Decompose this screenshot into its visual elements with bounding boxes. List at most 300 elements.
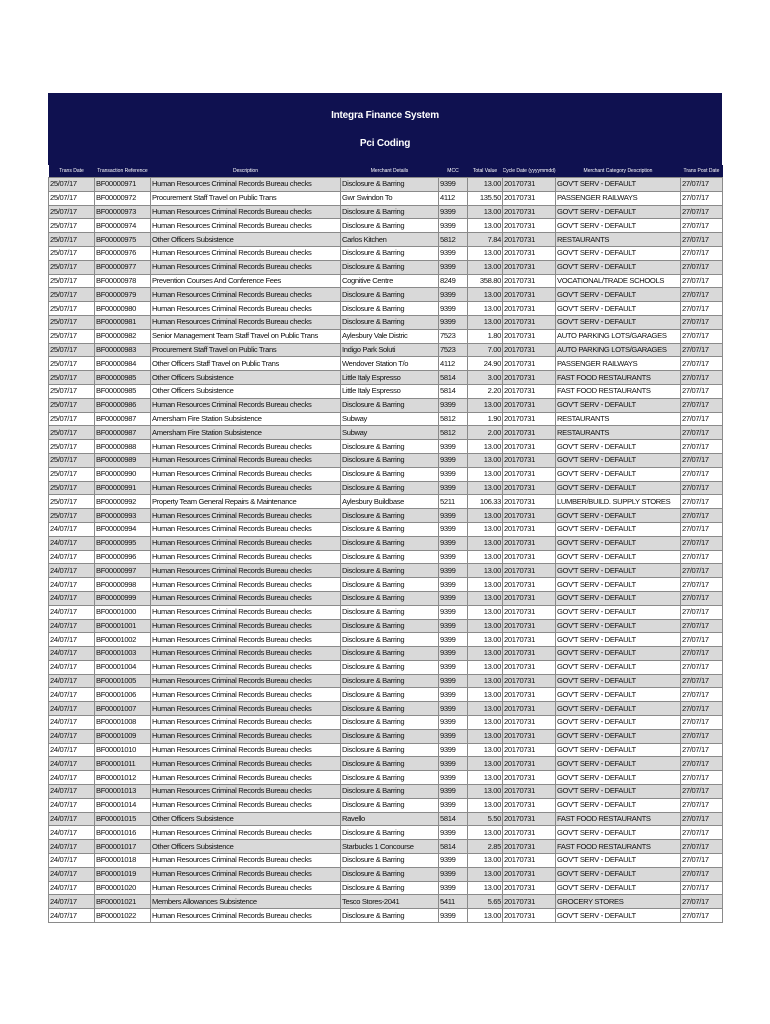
cell-trans-post-date: 27/07/17 <box>681 854 723 868</box>
cell-mcc: 9399 <box>439 771 468 785</box>
cell-merchant-category-description: GOV'T SERV - DEFAULT <box>556 633 681 647</box>
cell-description: Human Resources Criminal Records Bureau checks <box>151 743 341 757</box>
report-title: Integra Finance System <box>331 110 439 121</box>
cell-transaction-reference: BF00000996 <box>95 550 151 564</box>
cell-merchant-details: Disclosure & Barring <box>341 178 439 192</box>
cell-description: Human Resources Criminal Records Bureau checks <box>151 509 341 523</box>
cell-description: Human Resources Criminal Records Bureau checks <box>151 729 341 743</box>
cell-trans-date: 24/07/17 <box>49 729 95 743</box>
table-row <box>49 688 723 702</box>
cell-merchant-details: Little Italy Espresso <box>341 384 439 398</box>
cell-mcc: 9399 <box>439 550 468 564</box>
cell-cycle-date: 20170731 <box>503 550 556 564</box>
table-row <box>49 178 723 192</box>
cell-total-value: 13.00 <box>468 771 503 785</box>
cell-transaction-reference: BF00001022 <box>95 909 151 923</box>
cell-transaction-reference: BF00000982 <box>95 329 151 343</box>
cell-mcc: 4112 <box>439 357 468 371</box>
cell-merchant-category-description: GOV'T SERV - DEFAULT <box>556 564 681 578</box>
cell-cycle-date: 20170731 <box>503 178 556 192</box>
cell-description: Human Resources Criminal Records Bureau checks <box>151 854 341 868</box>
table-row <box>49 522 723 536</box>
cell-trans-date: 25/07/17 <box>49 191 95 205</box>
cell-merchant-details: Disclosure & Barring <box>341 785 439 799</box>
cell-description: Human Resources Criminal Records Bureau checks <box>151 205 341 219</box>
cell-total-value: 13.00 <box>468 688 503 702</box>
cell-merchant-category-description: FAST FOOD RESTAURANTS <box>556 371 681 385</box>
cell-mcc: 5411 <box>439 895 468 909</box>
column-header-merchant-category-description: Merchant Category Description <box>556 165 681 178</box>
cell-total-value: 13.00 <box>468 729 503 743</box>
cell-transaction-reference: BF00000990 <box>95 467 151 481</box>
cell-description: Other Officers Subsistence <box>151 840 341 854</box>
cell-transaction-reference: BF00000994 <box>95 522 151 536</box>
table-row <box>49 536 723 550</box>
cell-trans-date: 24/07/17 <box>49 826 95 840</box>
cell-cycle-date: 20170731 <box>503 205 556 219</box>
cell-description: Human Resources Criminal Records Bureau checks <box>151 881 341 895</box>
table-row <box>49 233 723 247</box>
cell-total-value: 13.00 <box>468 178 503 192</box>
cell-merchant-details: Disclosure & Barring <box>341 757 439 771</box>
cell-transaction-reference: BF00001016 <box>95 826 151 840</box>
cell-merchant-category-description: AUTO PARKING LOTS/GARAGES <box>556 343 681 357</box>
cell-transaction-reference: BF00000999 <box>95 591 151 605</box>
cell-total-value: 7.00 <box>468 343 503 357</box>
cell-merchant-details: Starbucks 1 Concourse <box>341 840 439 854</box>
cell-cycle-date: 20170731 <box>503 440 556 454</box>
cell-total-value: 5.65 <box>468 895 503 909</box>
cell-merchant-category-description: GOV'T SERV - DEFAULT <box>556 785 681 799</box>
cell-description: Human Resources Criminal Records Bureau checks <box>151 467 341 481</box>
table-row <box>49 260 723 274</box>
cell-merchant-category-description: GOV'T SERV - DEFAULT <box>556 826 681 840</box>
cell-trans-date: 24/07/17 <box>49 881 95 895</box>
cell-merchant-details: Disclosure & Barring <box>341 467 439 481</box>
cell-merchant-category-description: LUMBER/BUILD. SUPPLY STORES <box>556 495 681 509</box>
table-row <box>49 205 723 219</box>
table-row <box>49 274 723 288</box>
cell-description: Human Resources Criminal Records Bureau checks <box>151 688 341 702</box>
column-header-trans-post-date: Trans Post Date <box>681 165 723 178</box>
cell-description: Human Resources Criminal Records Bureau checks <box>151 591 341 605</box>
cell-cycle-date: 20170731 <box>503 246 556 260</box>
cell-transaction-reference: BF00000974 <box>95 219 151 233</box>
cell-mcc: 7523 <box>439 329 468 343</box>
cell-trans-date: 25/07/17 <box>49 384 95 398</box>
cell-merchant-details: Disclosure & Barring <box>341 288 439 302</box>
cell-total-value: 1.90 <box>468 412 503 426</box>
cell-mcc: 9399 <box>439 881 468 895</box>
cell-trans-date: 24/07/17 <box>49 812 95 826</box>
cell-trans-date: 24/07/17 <box>49 619 95 633</box>
cell-cycle-date: 20170731 <box>503 702 556 716</box>
cell-merchant-details: Disclosure & Barring <box>341 550 439 564</box>
cell-description: Human Resources Criminal Records Bureau checks <box>151 260 341 274</box>
cell-trans-post-date: 27/07/17 <box>681 495 723 509</box>
cell-trans-date: 25/07/17 <box>49 481 95 495</box>
cell-cycle-date: 20170731 <box>503 219 556 233</box>
cell-mcc: 7523 <box>439 343 468 357</box>
cell-merchant-details: Disclosure & Barring <box>341 674 439 688</box>
cell-trans-post-date: 27/07/17 <box>681 564 723 578</box>
cell-merchant-details: Carlos Kitchen <box>341 233 439 247</box>
cell-description: Human Resources Criminal Records Bureau checks <box>151 909 341 923</box>
cell-mcc: 9399 <box>439 633 468 647</box>
cell-trans-post-date: 27/07/17 <box>681 743 723 757</box>
cell-description: Human Resources Criminal Records Bureau checks <box>151 246 341 260</box>
cell-total-value: 13.00 <box>468 467 503 481</box>
cell-trans-post-date: 27/07/17 <box>681 467 723 481</box>
cell-transaction-reference: BF00000998 <box>95 578 151 592</box>
cell-cycle-date: 20170731 <box>503 867 556 881</box>
cell-mcc: 9399 <box>439 260 468 274</box>
cell-trans-date: 24/07/17 <box>49 909 95 923</box>
cell-mcc: 9399 <box>439 219 468 233</box>
cell-merchant-category-description: FAST FOOD RESTAURANTS <box>556 384 681 398</box>
table-row <box>49 302 723 316</box>
cell-merchant-details: Disclosure & Barring <box>341 260 439 274</box>
cell-transaction-reference: BF00000978 <box>95 274 151 288</box>
cell-transaction-reference: BF00000985 <box>95 384 151 398</box>
cell-transaction-reference: BF00000987 <box>95 426 151 440</box>
cell-transaction-reference: BF00000991 <box>95 481 151 495</box>
cell-mcc: 9399 <box>439 854 468 868</box>
cell-trans-date: 24/07/17 <box>49 840 95 854</box>
cell-merchant-category-description: GOV'T SERV - DEFAULT <box>556 205 681 219</box>
cell-mcc: 9399 <box>439 688 468 702</box>
cell-merchant-category-description: GOV'T SERV - DEFAULT <box>556 867 681 881</box>
cell-transaction-reference: BF00000975 <box>95 233 151 247</box>
cell-cycle-date: 20170731 <box>503 522 556 536</box>
cell-merchant-category-description: GOV'T SERV - DEFAULT <box>556 302 681 316</box>
cell-description: Other Officers Subsistence <box>151 371 341 385</box>
cell-mcc: 9399 <box>439 826 468 840</box>
cell-cycle-date: 20170731 <box>503 302 556 316</box>
table-row <box>49 398 723 412</box>
cell-trans-post-date: 27/07/17 <box>681 716 723 730</box>
report-banner <box>48 93 722 165</box>
cell-trans-post-date: 27/07/17 <box>681 647 723 661</box>
cell-trans-date: 24/07/17 <box>49 771 95 785</box>
cell-trans-post-date: 27/07/17 <box>681 605 723 619</box>
table-row <box>49 771 723 785</box>
cell-merchant-details: Disclosure & Barring <box>341 743 439 757</box>
cell-description: Senior Management Team Staff Travel on Public Trans <box>151 329 341 343</box>
cell-transaction-reference: BF00001004 <box>95 660 151 674</box>
cell-trans-date: 25/07/17 <box>49 260 95 274</box>
cell-merchant-category-description: GOV'T SERV - DEFAULT <box>556 246 681 260</box>
cell-cycle-date: 20170731 <box>503 260 556 274</box>
table-row <box>49 481 723 495</box>
cell-transaction-reference: BF00000993 <box>95 509 151 523</box>
cell-merchant-details: Disclosure & Barring <box>341 633 439 647</box>
cell-total-value: 106.33 <box>468 495 503 509</box>
cell-merchant-category-description: GOV'T SERV - DEFAULT <box>556 440 681 454</box>
cell-merchant-details: Disclosure & Barring <box>341 509 439 523</box>
table-row <box>49 371 723 385</box>
table-row <box>49 798 723 812</box>
cell-merchant-category-description: PASSENGER RAILWAYS <box>556 357 681 371</box>
cell-merchant-details: Disclosure & Barring <box>341 605 439 619</box>
cell-trans-date: 25/07/17 <box>49 495 95 509</box>
cell-merchant-category-description: GOV'T SERV - DEFAULT <box>556 536 681 550</box>
cell-cycle-date: 20170731 <box>503 881 556 895</box>
cell-trans-post-date: 27/07/17 <box>681 522 723 536</box>
cell-mcc: 5814 <box>439 840 468 854</box>
cell-trans-post-date: 27/07/17 <box>681 674 723 688</box>
cell-description: Human Resources Criminal Records Bureau checks <box>151 785 341 799</box>
table-row <box>49 509 723 523</box>
cell-merchant-category-description: RESTAURANTS <box>556 412 681 426</box>
cell-cycle-date: 20170731 <box>503 591 556 605</box>
cell-cycle-date: 20170731 <box>503 357 556 371</box>
cell-total-value: 2.00 <box>468 426 503 440</box>
cell-trans-post-date: 27/07/17 <box>681 481 723 495</box>
cell-total-value: 13.00 <box>468 246 503 260</box>
cell-description: Human Resources Criminal Records Bureau checks <box>151 219 341 233</box>
cell-transaction-reference: BF00001002 <box>95 633 151 647</box>
cell-mcc: 9399 <box>439 467 468 481</box>
cell-merchant-details: Disclosure & Barring <box>341 619 439 633</box>
cell-trans-post-date: 27/07/17 <box>681 536 723 550</box>
cell-cycle-date: 20170731 <box>503 578 556 592</box>
cell-merchant-details: Cognitive Centre <box>341 274 439 288</box>
cell-total-value: 13.00 <box>468 219 503 233</box>
cell-mcc: 5812 <box>439 412 468 426</box>
cell-description: Property Team General Repairs & Maintenance <box>151 495 341 509</box>
column-header-cycle-date: Cycle Date (yyyymmdd) <box>503 165 556 178</box>
cell-description: Procurement Staff Travel on Public Trans <box>151 343 341 357</box>
cell-trans-date: 24/07/17 <box>49 895 95 909</box>
cell-total-value: 13.00 <box>468 633 503 647</box>
cell-trans-post-date: 27/07/17 <box>681 881 723 895</box>
cell-trans-post-date: 27/07/17 <box>681 412 723 426</box>
cell-cycle-date: 20170731 <box>503 674 556 688</box>
cell-trans-post-date: 27/07/17 <box>681 550 723 564</box>
cell-trans-post-date: 27/07/17 <box>681 702 723 716</box>
table-row <box>49 840 723 854</box>
cell-trans-date: 24/07/17 <box>49 591 95 605</box>
cell-total-value: 13.00 <box>468 798 503 812</box>
cell-trans-post-date: 27/07/17 <box>681 191 723 205</box>
cell-description: Human Resources Criminal Records Bureau checks <box>151 564 341 578</box>
cell-trans-date: 25/07/17 <box>49 398 95 412</box>
cell-merchant-details: Disclosure & Barring <box>341 440 439 454</box>
table-row <box>49 246 723 260</box>
cell-trans-date: 25/07/17 <box>49 246 95 260</box>
cell-total-value: 13.00 <box>468 522 503 536</box>
cell-trans-post-date: 27/07/17 <box>681 246 723 260</box>
cell-cycle-date: 20170731 <box>503 509 556 523</box>
cell-transaction-reference: BF00000976 <box>95 246 151 260</box>
table-row <box>49 550 723 564</box>
cell-merchant-category-description: RESTAURANTS <box>556 233 681 247</box>
cell-description: Other Officers Subsistence <box>151 812 341 826</box>
cell-mcc: 9399 <box>439 536 468 550</box>
cell-trans-post-date: 27/07/17 <box>681 895 723 909</box>
cell-merchant-category-description: GOV'T SERV - DEFAULT <box>556 481 681 495</box>
table-row <box>49 867 723 881</box>
cell-cycle-date: 20170731 <box>503 826 556 840</box>
cell-merchant-category-description: GOV'T SERV - DEFAULT <box>556 798 681 812</box>
table-row <box>49 467 723 481</box>
table-row <box>49 412 723 426</box>
table-row <box>49 633 723 647</box>
cell-merchant-details: Disclosure & Barring <box>341 881 439 895</box>
cell-merchant-category-description: GOV'T SERV - DEFAULT <box>556 509 681 523</box>
cell-trans-post-date: 27/07/17 <box>681 798 723 812</box>
cell-merchant-details: Disclosure & Barring <box>341 826 439 840</box>
cell-transaction-reference: BF00000985 <box>95 371 151 385</box>
cell-cycle-date: 20170731 <box>503 660 556 674</box>
cell-trans-date: 24/07/17 <box>49 688 95 702</box>
cell-cycle-date: 20170731 <box>503 467 556 481</box>
cell-transaction-reference: BF00001009 <box>95 729 151 743</box>
cell-cycle-date: 20170731 <box>503 619 556 633</box>
cell-transaction-reference: BF00001020 <box>95 881 151 895</box>
cell-transaction-reference: BF00000971 <box>95 178 151 192</box>
cell-description: Human Resources Criminal Records Bureau checks <box>151 536 341 550</box>
cell-merchant-category-description: GOV'T SERV - DEFAULT <box>556 605 681 619</box>
cell-transaction-reference: BF00000988 <box>95 440 151 454</box>
cell-mcc: 9399 <box>439 288 468 302</box>
cell-trans-date: 25/07/17 <box>49 426 95 440</box>
table-row <box>49 716 723 730</box>
table-body <box>49 178 723 923</box>
cell-mcc: 5812 <box>439 426 468 440</box>
cell-merchant-category-description: GOV'T SERV - DEFAULT <box>556 219 681 233</box>
cell-description: Human Resources Criminal Records Bureau checks <box>151 826 341 840</box>
cell-merchant-details: Aylesbury Vale Distric <box>341 329 439 343</box>
cell-cycle-date: 20170731 <box>503 481 556 495</box>
cell-merchant-category-description: GOV'T SERV - DEFAULT <box>556 591 681 605</box>
cell-cycle-date: 20170731 <box>503 315 556 329</box>
cell-trans-date: 25/07/17 <box>49 467 95 481</box>
cell-description: Other Officers Subsistence <box>151 233 341 247</box>
cell-merchant-category-description: GOV'T SERV - DEFAULT <box>556 854 681 868</box>
cell-description: Human Resources Criminal Records Bureau checks <box>151 647 341 661</box>
cell-description: Human Resources Criminal Records Bureau checks <box>151 619 341 633</box>
cell-cycle-date: 20170731 <box>503 495 556 509</box>
cell-description: Human Resources Criminal Records Bureau checks <box>151 522 341 536</box>
cell-transaction-reference: BF00001007 <box>95 702 151 716</box>
cell-total-value: 13.00 <box>468 785 503 799</box>
cell-cycle-date: 20170731 <box>503 536 556 550</box>
cell-cycle-date: 20170731 <box>503 426 556 440</box>
cell-total-value: 13.00 <box>468 509 503 523</box>
cell-merchant-category-description: GOV'T SERV - DEFAULT <box>556 260 681 274</box>
table-row <box>49 288 723 302</box>
cell-cycle-date: 20170731 <box>503 785 556 799</box>
cell-total-value: 13.00 <box>468 867 503 881</box>
cell-merchant-details: Aylesbury Buildbase <box>341 495 439 509</box>
table-row <box>49 219 723 233</box>
cell-cycle-date: 20170731 <box>503 371 556 385</box>
cell-trans-date: 24/07/17 <box>49 785 95 799</box>
cell-mcc: 9399 <box>439 578 468 592</box>
cell-trans-date: 24/07/17 <box>49 743 95 757</box>
cell-total-value: 7.84 <box>468 233 503 247</box>
cell-total-value: 2.85 <box>468 840 503 854</box>
table-row <box>49 357 723 371</box>
cell-total-value: 13.00 <box>468 564 503 578</box>
cell-transaction-reference: BF00000980 <box>95 302 151 316</box>
cell-trans-date: 25/07/17 <box>49 315 95 329</box>
cell-trans-post-date: 27/07/17 <box>681 315 723 329</box>
table-row <box>49 426 723 440</box>
table-row <box>49 702 723 716</box>
cell-transaction-reference: BF00000997 <box>95 564 151 578</box>
cell-mcc: 9399 <box>439 302 468 316</box>
cell-total-value: 1.80 <box>468 329 503 343</box>
table-header-row <box>49 165 723 178</box>
cell-trans-date: 25/07/17 <box>49 357 95 371</box>
cell-cycle-date: 20170731 <box>503 840 556 854</box>
table-row <box>49 619 723 633</box>
table-row <box>49 674 723 688</box>
cell-trans-post-date: 27/07/17 <box>681 205 723 219</box>
cell-mcc: 9399 <box>439 729 468 743</box>
cell-trans-post-date: 27/07/17 <box>681 509 723 523</box>
cell-merchant-details: Disclosure & Barring <box>341 302 439 316</box>
table-row <box>49 440 723 454</box>
cell-merchant-details: Disclosure & Barring <box>341 688 439 702</box>
cell-description: Human Resources Criminal Records Bureau checks <box>151 674 341 688</box>
cell-merchant-details: Indigo Park Soluti <box>341 343 439 357</box>
cell-trans-post-date: 27/07/17 <box>681 219 723 233</box>
cell-merchant-details: Disclosure & Barring <box>341 854 439 868</box>
cell-mcc: 9399 <box>439 246 468 260</box>
cell-merchant-details: Disclosure & Barring <box>341 909 439 923</box>
transactions-table <box>48 165 723 923</box>
cell-mcc: 9399 <box>439 660 468 674</box>
cell-trans-post-date: 27/07/17 <box>681 867 723 881</box>
cell-trans-date: 25/07/17 <box>49 178 95 192</box>
table-row <box>49 343 723 357</box>
cell-merchant-category-description: RESTAURANTS <box>556 426 681 440</box>
cell-total-value: 13.00 <box>468 757 503 771</box>
cell-trans-post-date: 27/07/17 <box>681 688 723 702</box>
cell-merchant-details: Disclosure & Barring <box>341 246 439 260</box>
cell-merchant-category-description: GOV'T SERV - DEFAULT <box>556 453 681 467</box>
table-row <box>49 578 723 592</box>
cell-cycle-date: 20170731 <box>503 288 556 302</box>
cell-mcc: 9399 <box>439 757 468 771</box>
cell-merchant-details: Gwr Swindon To <box>341 191 439 205</box>
cell-total-value: 13.00 <box>468 716 503 730</box>
cell-merchant-details: Disclosure & Barring <box>341 660 439 674</box>
cell-description: Amersham Fire Station Subsistence <box>151 412 341 426</box>
cell-total-value: 13.00 <box>468 536 503 550</box>
cell-merchant-details: Disclosure & Barring <box>341 219 439 233</box>
cell-trans-date: 25/07/17 <box>49 205 95 219</box>
cell-transaction-reference: BF00001003 <box>95 647 151 661</box>
cell-total-value: 13.00 <box>468 453 503 467</box>
cell-mcc: 5814 <box>439 812 468 826</box>
cell-total-value: 2.20 <box>468 384 503 398</box>
cell-trans-date: 25/07/17 <box>49 288 95 302</box>
cell-total-value: 13.00 <box>468 674 503 688</box>
cell-merchant-category-description: GOV'T SERV - DEFAULT <box>556 702 681 716</box>
cell-merchant-category-description: VOCATIONAL/TRADE SCHOOLS <box>556 274 681 288</box>
cell-description: Human Resources Criminal Records Bureau checks <box>151 481 341 495</box>
cell-merchant-category-description: GOV'T SERV - DEFAULT <box>556 647 681 661</box>
cell-merchant-category-description: GOV'T SERV - DEFAULT <box>556 716 681 730</box>
table-row <box>49 826 723 840</box>
cell-trans-post-date: 27/07/17 <box>681 343 723 357</box>
cell-mcc: 5814 <box>439 384 468 398</box>
